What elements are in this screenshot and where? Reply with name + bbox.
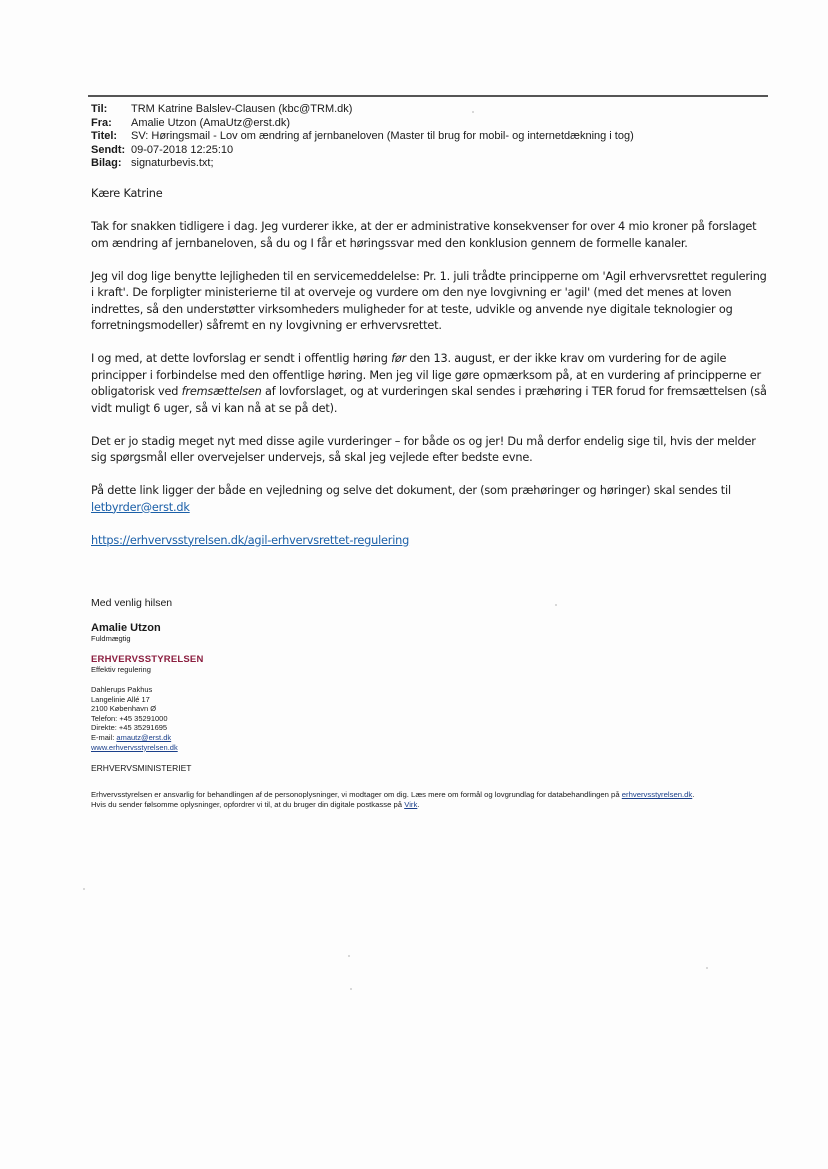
virk-link[interactable]: Virk bbox=[404, 800, 418, 810]
header-sent: Sendt: 09-07-2018 12:25:10 bbox=[91, 143, 234, 156]
email-header-block bbox=[91, 103, 634, 171]
paragraph-5: På dette link ligger der både en vejledning og selve det dokument, der (som præhøringer og høringer) skal sendes til letbyrder@erst.dk bbox=[91, 484, 731, 514]
signature-website-link[interactable]: www.erhvervsstyrelsen.dk bbox=[91, 742, 178, 752]
header-divider bbox=[88, 95, 768, 97]
email-body bbox=[91, 186, 769, 549]
erhvervsstyrelsen-logo: ERHVERVSSTYRELSEN bbox=[91, 654, 204, 665]
signature-email-link[interactable]: amautz@erst.dk bbox=[116, 732, 172, 742]
signature-regards: Med venlig hilsen bbox=[91, 597, 173, 609]
privacy-notice: Erhvervsstyrelsen er ansvarlig for behandlingen af de personoplysninger, vi modtager om dig. Læs mere om formål og lovgrundlag for databehandlingen på erhvervsstyrelsen.dk. Hvis du sender følsomme oplysninger, opfordrer vi til, at du bruger din digitale postkasse på Virk. bbox=[91, 790, 695, 810]
agile-regulation-link[interactable]: https://erhvervsstyrelsen.dk/agil-erhvervsrettet-regulering bbox=[91, 533, 410, 547]
email-signature bbox=[91, 597, 771, 810]
signature-tagline: Effektiv regulering bbox=[91, 665, 151, 674]
agile-regulation-link-line bbox=[91, 533, 769, 550]
signature-email-line: E-mail: amautz@erst.dk bbox=[91, 732, 172, 742]
paragraph-4: Det er jo stadig meget nyt med disse agile vurderinger – for både os og jer! Du må derfor endelig sige til, hvis der melder sig spørgsmål eller overvejelser undervejs, så skal jeg vejlede efter bedste evne. bbox=[91, 434, 756, 464]
header-attachment: Bilag: signaturbevis.txt; bbox=[91, 157, 214, 169]
header-from: Fra: Amalie Utzon (AmaUtz@erst.dk) bbox=[91, 116, 291, 129]
paragraph-3: I og med, at dette lovforslag er sendt i offentlig høring før den 13. august, er der ikke krav om vurdering for de agile principper i forbindelse med den offentlige høring. Men jeg vil lige gøre opmærksom på, at en vurdering af principperne er obligatorisk ved fremsættelsen af lovforslaget, og at vurderingen skal sendes i præhøring i TER forud for fremsættelsen (så vidt muligt 6 uger, så vi kan nå at se på det). bbox=[91, 352, 767, 415]
greeting: Kære Katrine bbox=[91, 187, 163, 200]
signature-address: Dahlerups Pakhus Langelinie Allé 17 2100 København Ø Telefon: +45 35291000 Direkte: +45 35291695 E-mail: amautz@erst.dk www.erhvervsstyrelsen.dk bbox=[91, 685, 771, 752]
signature-title: Fuldmægtig bbox=[91, 634, 131, 643]
header-subject: Titel: SV: Høringsmail - Lov om ændring af jernbaneloven (Master til brug for mobil- og internetdækning i tog) bbox=[91, 130, 634, 142]
privacy-link[interactable]: erhvervsstyrelsen.dk bbox=[621, 790, 693, 800]
header-to: Til: TRM Katrine Balslev-Clausen (kbc@TRM.dk) bbox=[91, 103, 353, 115]
paragraph-1: Tak for snakken tidligere i dag. Jeg vurderer ikke, at der er administrative konsekvenser for over 4 mio kroner på forslaget om ændring af jernbaneloven, så du og I får et høringssvar med den konklusion gennem de formelle kanaler. bbox=[91, 220, 757, 250]
signature-name: Amalie Utzon bbox=[91, 622, 161, 634]
paragraph-2: Jeg vil dog lige benytte lejligheden til en servicemeddelelse: Pr. 1. juli trådte principperne om 'Agil erhvervsrettet regulering i kraft'. De forpligter ministerierne til at overveje og vurdere om den nye lovgivning er 'agil' (med det menes at loven indrettes, så den understøtter virksomheders muligheder for at teste, udvikle og anvende nye digitale teknologier og forretningsmodeller) såfremt en ny lovgivning er erhvervsrettet. bbox=[91, 269, 767, 332]
letbyrder-email-link[interactable]: letbyrder@erst.dk bbox=[91, 500, 190, 514]
ministry-name: ERHVERVSMINISTERIET bbox=[91, 763, 192, 774]
